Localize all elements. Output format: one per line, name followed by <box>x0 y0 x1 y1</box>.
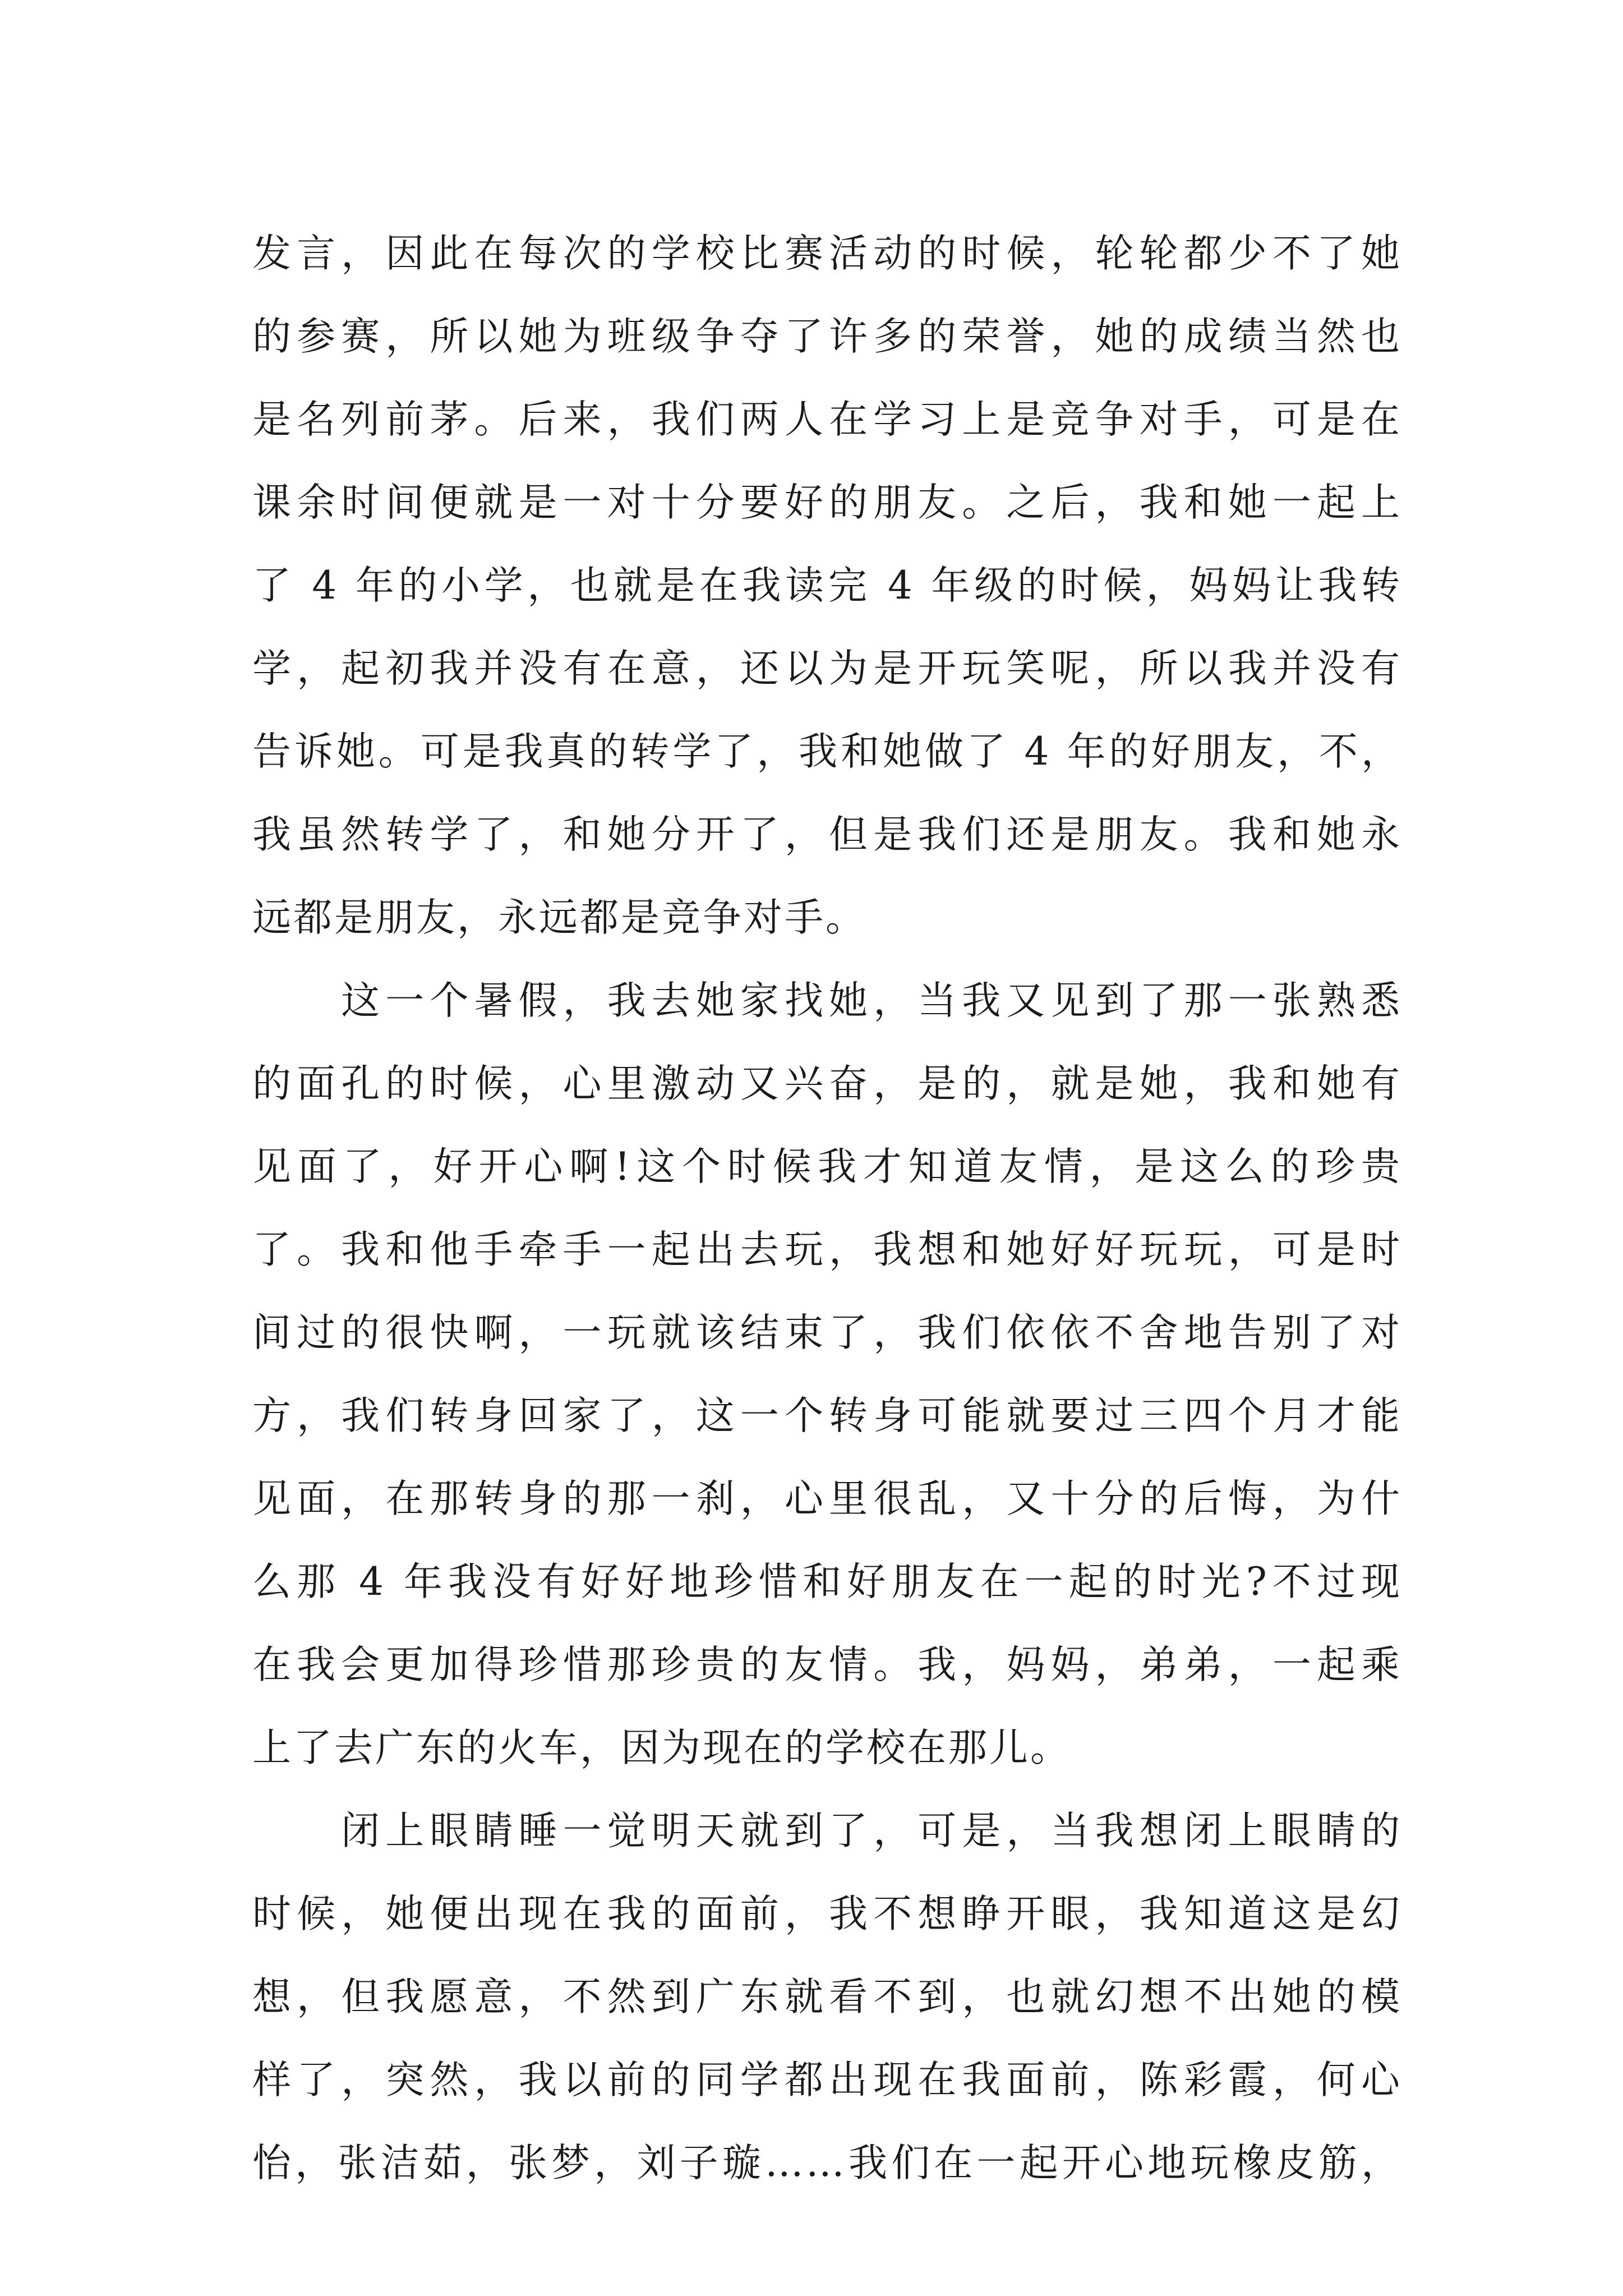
text-line: 这一个暑假，我去她家找她，当我又见到了那一张熟悉 <box>252 978 1402 1023</box>
text-line: 见面，在那转身的那一刹，心里很乱，又十分的后悔，为什 <box>252 1476 1402 1521</box>
text-line: 怡，张洁茹，张梦，刘子璇……我们在一起开心地玩橡皮筋， <box>252 2141 1402 2185</box>
text-line: 在我会更加得珍惜那珍贵的友情。我，妈妈，弟弟，一起乘 <box>252 1642 1402 1687</box>
text-line: 是名列前茅。后来，我们两人在学习上是竞争对手，可是在 <box>252 397 1402 442</box>
text-line: 的面孔的时候，心里激动又兴奋，是的，就是她，我和她有 <box>252 1061 1402 1106</box>
text-line: 告诉她。可是我真的转学了，我和她做了 4 年的好朋友，不， <box>252 729 1402 774</box>
text-line: 见面了，好开心啊!这个时候我才知道友情，是这么的珍贵 <box>252 1144 1402 1189</box>
text-line: 闭上眼睛睡一觉明天就到了，可是，当我想闭上眼睛的 <box>252 1809 1402 1853</box>
text-line: 时候，她便出现在我的面前，我不想睁开眼，我知道这是幻 <box>252 1892 1402 1936</box>
text-line: 上了去广东的火车，因为现在的学校在那儿。 <box>252 1726 1071 1770</box>
text-line: 我虽然转学了，和她分开了，但是我们还是朋友。我和她永 <box>252 812 1402 857</box>
text-line: 课余时间便就是一对十分要好的朋友。之后，我和她一起上 <box>252 480 1402 525</box>
text-line: 远都是朋友，永远都是竞争对手。 <box>252 895 866 940</box>
text-line: 学，起初我并没有在意，还以为是开玩笑呢，所以我并没有 <box>252 646 1402 691</box>
text-line: 间过的很快啊，一玩就该结束了，我们依依不舍地告别了对 <box>252 1310 1402 1355</box>
text-line: 了 4 年的小学，也就是在我读完 4 年级的时候，妈妈让我转 <box>252 563 1402 608</box>
body-text <box>252 212 1402 2205</box>
text-line: 想，但我愿意，不然到广东就看不到，也就幻想不出她的模 <box>252 1975 1402 2019</box>
text-line: 的参赛，所以她为班级争夺了许多的荣誉，她的成绩当然也 <box>252 314 1402 359</box>
text-line: 么那 4 年我没有好好地珍惜和好朋友在一起的时光?不过现 <box>252 1559 1402 1604</box>
text-line: 方，我们转身回家了，这一个转身可能就要过三四个月才能 <box>252 1393 1402 1438</box>
text-line: 了。我和他手牵手一起出去玩，我想和她好好玩玩，可是时 <box>252 1227 1402 1272</box>
text-line: 发言，因此在每次的学校比赛活动的时候，轮轮都少不了她 <box>252 231 1402 276</box>
text-line: 样了，突然，我以前的同学都出现在我面前，陈彩霞，何心 <box>252 2058 1402 2102</box>
